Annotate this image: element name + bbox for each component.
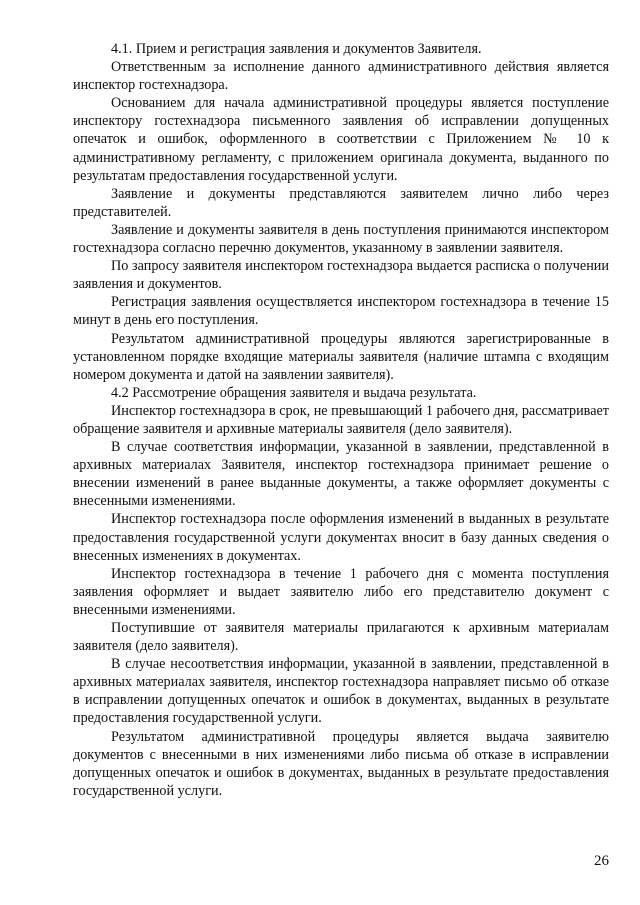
paragraph: Ответственным за исполнение данного административного действия является инспектор гостехнадзора. [73,59,609,94]
paragraph: Заявление и документы представляются заявителем лично либо через представителей. [73,185,609,220]
paragraph: Основанием для начала административной процедуры является поступление инспектору гостехнадзора письменного заявления об исправлении допущенных опечаток и ошибок, оформленного в соответствии с Приложением № 10 к административному регламенту, с приложением оригинала документа, выданного по результатам предоставления государственной услуги. [73,95,609,184]
page-number: 26 [594,853,609,869]
paragraph: Инспектор гостехнадзора в срок, не превышающий 1 рабочего дня, рассматривает обращение заявителя и архивные материалы заявителя (дело заявителя). [73,402,609,437]
paragraph: Поступившие от заявителя материалы прилагаются к архивным материалам заявителя (дело заявителя). [73,620,609,655]
paragraph: Регистрация заявления осуществляется инспектором гостехнадзора в течение 15 минут в день его поступления. [73,294,609,329]
paragraph: Результатом административной процедуры являются зарегистрированные в установленном порядке входящие материалы заявителя (наличие штампа с входящим номером документа и датой на заявлении заявителя). [73,330,609,383]
document-body [73,40,609,800]
paragraph: В случае соответствия информации, указанной в заявлении, представленной в архивных материалах Заявителя, инспектор гостехнадзора принимает решение о внесении изменений в ранее выданные документы, а также оформляет документы с внесенными изменениями. [73,439,609,510]
paragraph: По запросу заявителя инспектором гостехнадзора выдается расписка о получении заявления и документов. [73,258,609,293]
paragraph: Заявление и документы заявителя в день поступления принимаются инспектором гостехнадзора согласно перечню документов, указанному в заявлении заявителя. [73,221,609,257]
paragraph: 4.2 Рассмотрение обращения заявителя и выдача результата. [111,384,477,401]
paragraph: В случае несоответствия информации, указанной в заявлении, представленной в архивных материалах заявителя, инспектор гостехнадзора направляет письмо об отказе в исправлении допущенных опечаток и ошибок в документах, выданных в результате предоставления государственной услуги. [73,656,609,727]
paragraph: Инспектор гостехнадзора после оформления изменений в выданных в результате предоставления государственной услуги документах вносит в базу данных сведения о внесенных изменениях в документах. [73,511,609,564]
paragraph: Инспектор гостехнадзора в течение 1 рабочего дня с момента поступления заявления оформляет и выдает заявителю либо его представителю документ с внесенными изменениями. [73,565,609,618]
paragraph: Результатом административной процедуры является выдача заявителю документов с внесенными в них изменениями либо письма об отказе в исправлении допущенных опечаток и ошибок в документах, выданных в результате предоставления государственной услуги. [73,728,609,799]
paragraph: 4.1. Прием и регистрация заявления и документов Заявителя. [111,41,482,57]
